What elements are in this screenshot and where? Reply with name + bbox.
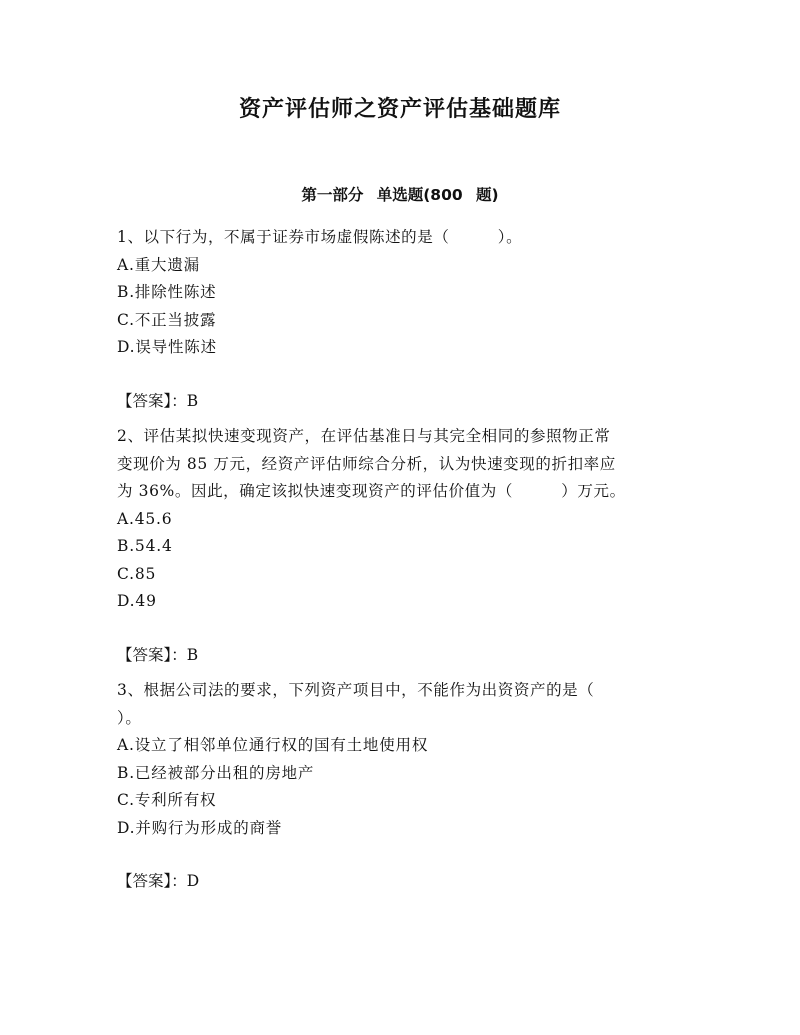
option-c: C.不正当披露 [117,310,217,329]
document-title: 资产评估师之资产评估基础题库 [238,97,561,122]
question-stem-line: ）。 [117,708,142,727]
option-d: D.并购行为形成的商誉 [117,818,283,837]
option-c: C.85 [117,564,157,583]
answer-value: D [186,872,200,890]
question-list [117,224,685,896]
option-d: D.误导性陈述 [117,338,217,356]
question-2 [117,423,685,677]
answer-value: B [186,645,199,664]
answer-label: 【答案】： [117,391,187,410]
answer-line [117,868,685,896]
answer-line [117,388,685,416]
question-1 [117,224,685,423]
option-d: D.49 [117,592,157,610]
question-stem-line: 为 36%。因此，确定该拟快速变现资产的评估价值为（ ）万元。 [117,482,626,500]
question-stem-line: 2、评估某拟快速变现资产，在评估基准日与其完全相同的参照物正常 [117,427,611,445]
question-stem-line: 变现价为 85 万元，经资产评估师综合分析，认为快速变现的折扣率应 [117,454,616,473]
answer-label: 【答案】： [117,872,187,890]
option-c: C.专利所有权 [117,791,217,809]
option-a: A.设立了相邻单位通行权的国有土地使用权 [117,736,429,754]
answer-line [117,642,685,670]
answer-value: B [186,391,199,410]
option-b: B.已经被部分出租的房地产 [117,763,315,782]
option-b: B.54.4 [117,537,173,555]
question-3 [117,677,685,896]
option-b: B.排除性陈述 [117,283,217,301]
question-stem-line: 3、根据公司法的要求，下列资产项目中，不能作为出资资产的是（ [117,681,595,699]
option-a: A.重大遗漏 [117,255,200,274]
question-stem-line: 1、以下行为，不属于证券市场虚假陈述的是（ ）。 [117,228,523,246]
section-title: 第一部分 单选题(800 题) [301,186,499,204]
answer-label: 【答案】： [117,645,187,664]
option-a: A.45.6 [117,509,173,528]
